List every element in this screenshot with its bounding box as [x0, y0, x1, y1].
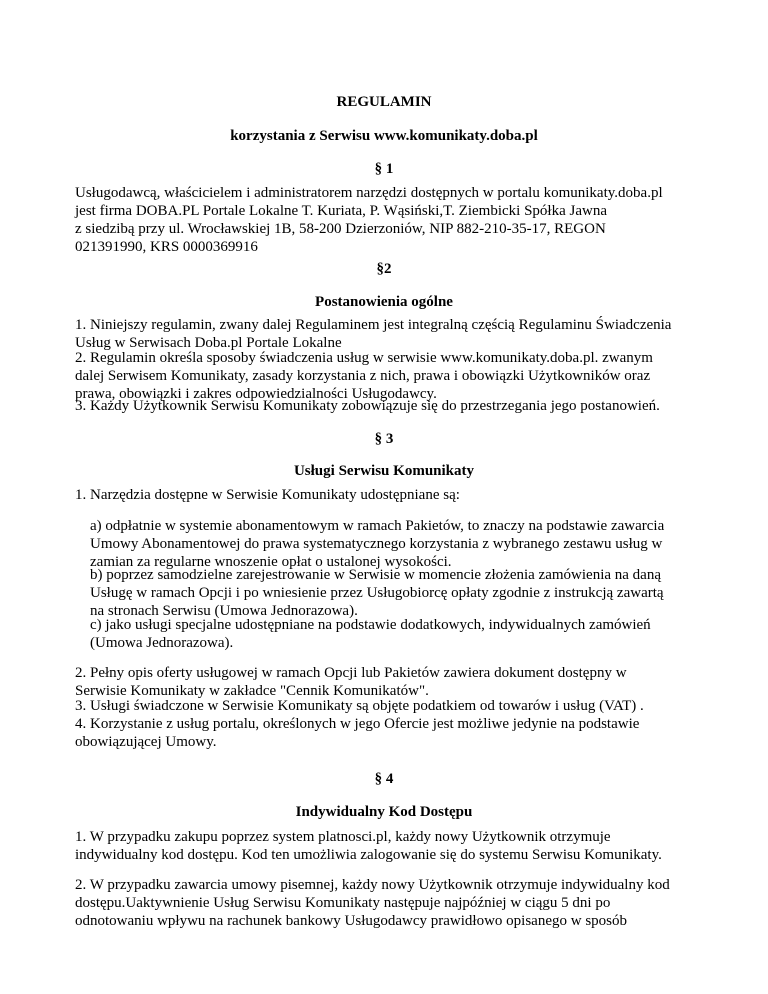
text-line: c) jako usługi specjalne udostępniane na podstawie dodatkowych, indywidualnych zamówień [90, 617, 651, 633]
text-line: jest firma DOBA.PL Portale Lokalne T. Kuriata, P. Wąsiński,T. Ziembicki Spółka Jawna [75, 203, 607, 219]
text-line: indywidualny kod dostępu. Kod ten umożliwia zalogowanie się do systemu Serwisu Komunikaty. [75, 847, 662, 863]
text-line: b) poprzez samodzielne zarejestrowanie w Serwisie w momencie złożenia zamówienia na daną [90, 567, 661, 583]
section-3-point-1 [75, 486, 715, 504]
text-line: prawa, obowiązki i zakres odpowiedzialności Usługodawcy. [75, 386, 437, 402]
text-line: dalej Serwisem Komunikaty, zasady korzystania z nich, prawa i obowiązki Użytkowników oraz [75, 368, 651, 384]
section-4-point-2 [75, 876, 715, 930]
text-line: Serwisie Komunikaty w zakładce "Cennik Komunikatów". [75, 683, 429, 699]
section-3-item-c [90, 616, 715, 652]
section-4-title: Indywidualny Kod Dostępu [295, 804, 473, 820]
section-2-heading: §2 [376, 261, 392, 277]
text-line: 2. Regulamin określa sposoby świadczenia usług w serwisie www.komunikaty.doba.pl. zwanym [75, 350, 653, 366]
section-2-point-3 [75, 397, 715, 415]
text-line: 1. W przypadku zakupu poprzez system platnosci.pl, każdy nowy Użytkownik otrzymuje [75, 829, 611, 845]
text-line: Umowy Abonamentowej do prawa systematycznego korzystania z wybranego zestawu usług w [90, 536, 663, 552]
text-line: z siedzibą przy ul. Wrocławskiej 1B, 58-200 Dzierzoniów, NIP 882-210-35-17, REGON [75, 221, 606, 237]
text-line: na stronach Serwisu (Umowa Jednorazowa). [90, 603, 358, 619]
section-3-heading: § 3 [374, 431, 394, 447]
text-line: 1. Narzędzia dostępne w Serwisie Komunikaty udostępniane są: [75, 487, 460, 503]
text-line: dostępu.Uaktywnienie Usług Serwisu Komunikaty następuje najpóźniej w ciągu 5 dni po [75, 895, 611, 911]
section-3-item-b [90, 566, 715, 620]
text-line: zamian za regularne wnoszenie opłat o ustalonej wysokości. [90, 554, 452, 570]
text-line: a) odpłatnie w systemie abonamentowym w ramach Pakietów, to znaczy na podstawie zawarcia [90, 518, 665, 534]
section-2-title: Postanowienia ogólne [315, 294, 453, 310]
document-title: REGULAMIN [336, 94, 432, 110]
text-line: 3. Każdy Użytkownik Serwisu Komunikaty zobowiązuje się do przestrzegania jego postanowień. [75, 398, 660, 414]
text-line: Usługę w ramach Opcji i po wniesienie przez Usługobiorcę opłaty zgodnie z instrukcją zawartą [90, 585, 664, 601]
section-3-title: Usługi Serwisu Komunikaty [293, 463, 475, 479]
document-subtitle: korzystania z Serwisu www.komunikaty.doba.pl [230, 128, 538, 144]
text-line: 4. Korzystanie z usług portalu, określonych w jego Ofercie jest możliwe jedynie na podstawie [75, 716, 640, 732]
text-line: 3. Usługi świadczone w Serwisie Komunikaty są objęte podatkiem od towarów i usług (VAT) . [75, 698, 644, 714]
section-2-point-1 [75, 316, 715, 352]
text-line: Usług w Serwisach Doba.pl Portale Lokalne [75, 335, 342, 351]
text-line: odnotowaniu wpływu na rachunek bankowy Usługodawcy prawidłowo opisanego w sposób [75, 913, 627, 929]
text-line: 1. Niniejszy regulamin, zwany dalej Regulaminem jest integralną częścią Regulaminu Świadczenia [75, 317, 672, 333]
section-4-point-1 [75, 828, 715, 864]
section-3-point-2 [75, 664, 715, 700]
section-4-heading: § 4 [374, 771, 394, 787]
section-3-item-a [90, 517, 715, 571]
text-line: Usługodawcą, właścicielem i administratorem narzędzi dostępnych w portalu komunikaty.doba.pl [75, 185, 663, 201]
text-line: (Umowa Jednorazowa). [90, 635, 234, 651]
text-line: 2. W przypadku zawarcia umowy pisemnej, każdy nowy Użytkownik otrzymuje indywidualny kod [75, 877, 670, 893]
section-1-heading: § 1 [374, 161, 394, 177]
section-2-point-2 [75, 349, 715, 403]
text-line: 2. Pełny opis oferty usługowej w ramach Opcji lub Pakietów zawiera dokument dostępny w [75, 665, 627, 681]
text-line: 021391990, KRS 0000369916 [75, 239, 258, 255]
text-line: obowiązującej Umowy. [75, 734, 217, 750]
section-1-paragraph [75, 184, 715, 256]
section-3-points-3-4 [75, 697, 715, 751]
